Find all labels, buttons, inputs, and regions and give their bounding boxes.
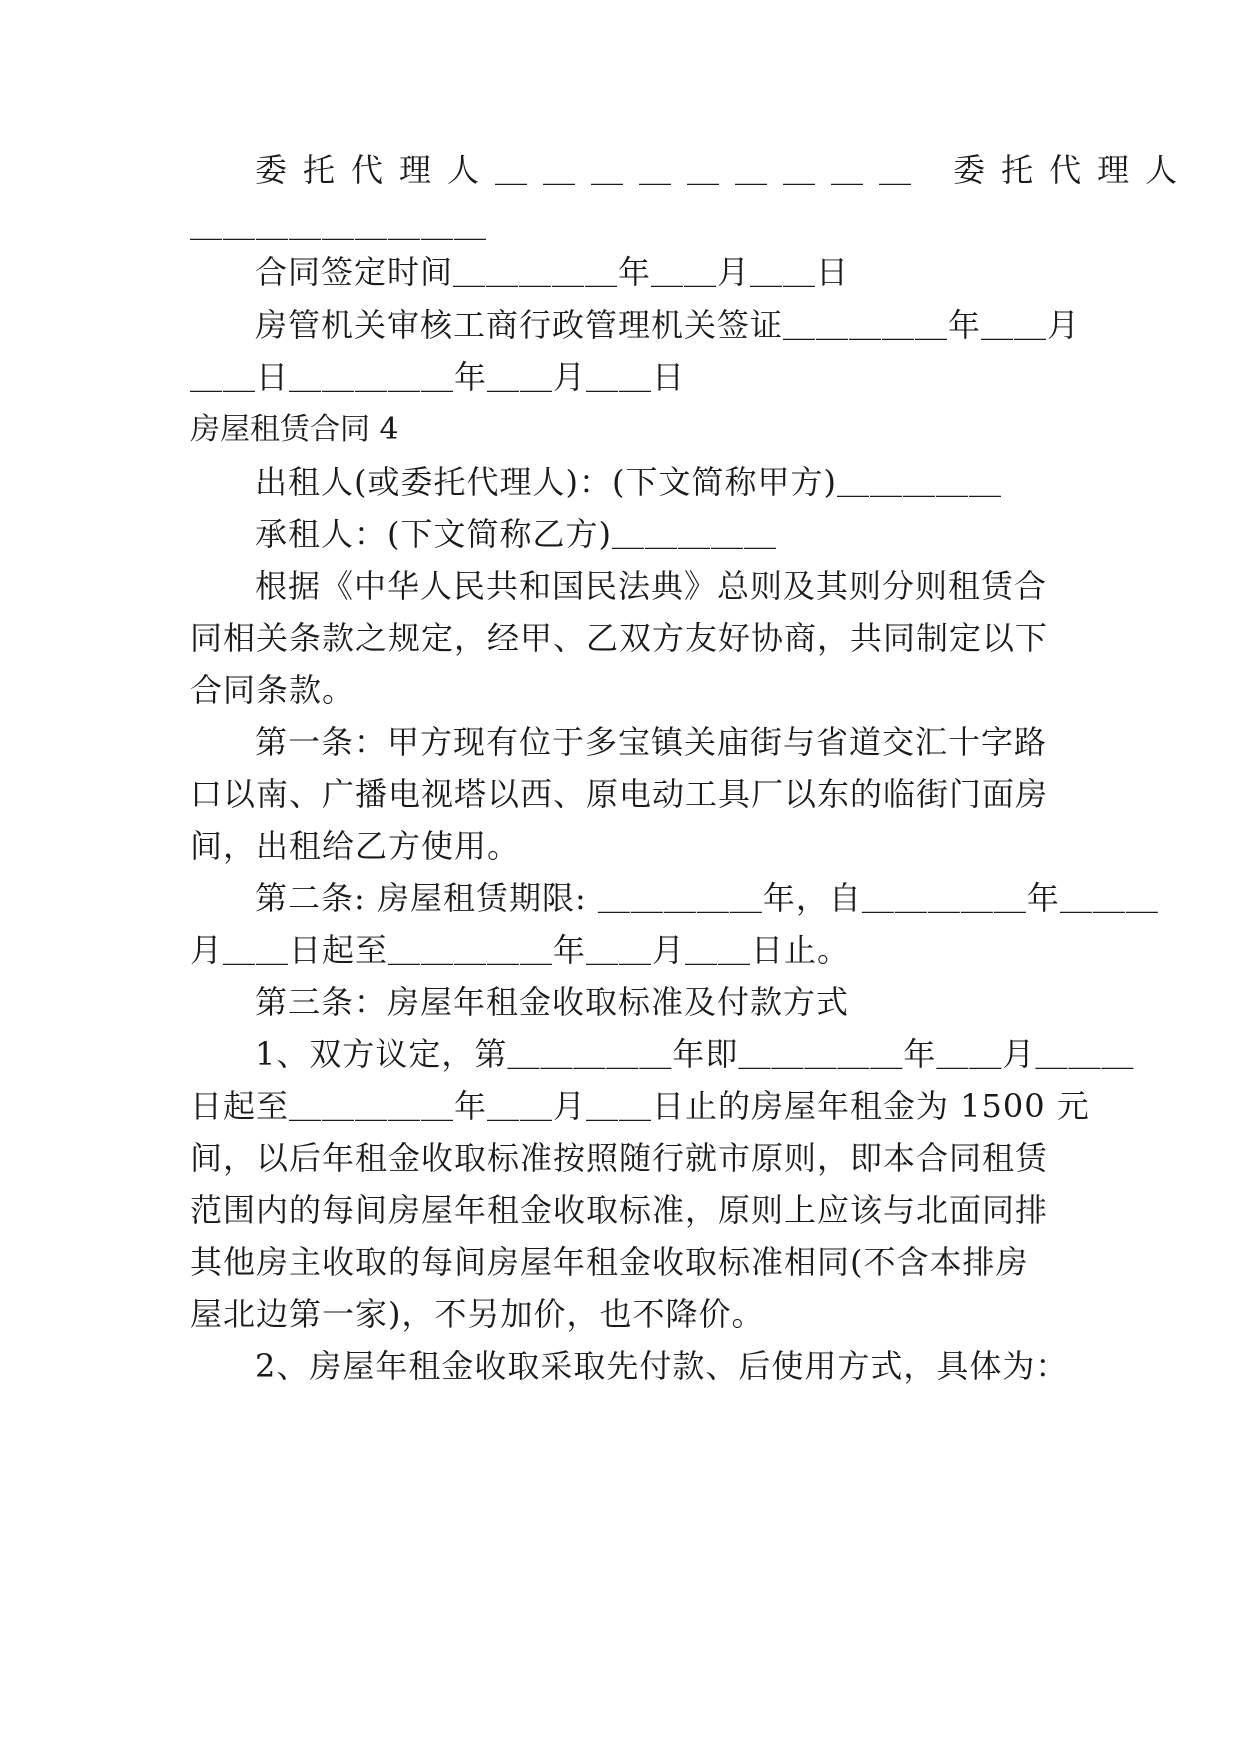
lessee-line: 承租人：(下文简称乙方)＿＿＿＿＿	[255, 515, 777, 553]
clause-1-line-1: 1、双方议定，第＿＿＿＿＿年即＿＿＿＿＿年＿＿月＿＿＿	[255, 1035, 1135, 1073]
approval-date-line: ＿＿日＿＿＿＿＿年＿＿月＿＿日	[190, 358, 686, 396]
article-2-line-2: 月＿＿日起至＿＿＿＿＿年＿＿月＿＿日止。	[190, 931, 851, 969]
signing-date-line: 合同签定时间＿＿＿＿＿年＿＿月＿＿日	[255, 253, 850, 291]
article-1-line-3: 间，出租给乙方使用。	[190, 827, 521, 865]
clause-1-line-3: 间，以后年租金收取标准按照随行就市原则，即本合同租赁	[190, 1139, 1049, 1177]
agent-signature-line: 委托代理人＿＿＿＿＿＿＿＿＿ 委托代理人	[255, 151, 1194, 189]
article-2-line-1: 第二条: 房屋租赁期限: ＿＿＿＿＿年，自＿＿＿＿＿年＿＿＿	[255, 879, 1159, 917]
agent-signature-blank: ＿＿＿＿＿＿＿＿＿	[190, 206, 488, 244]
clause-1-line-4: 范围内的每间房屋年租金收取标准，原则上应该与北面同排	[190, 1191, 1049, 1229]
preamble-line-1: 根据《中华人民共和国民法典》总则及其则分则租赁合	[255, 567, 1048, 605]
preamble-line-2: 同相关条款之规定，经甲、乙双方友好协商，共同制定以下	[190, 619, 1049, 657]
clause-1-line-6: 屋北边第一家)，不另加价，也不降价。	[190, 1295, 765, 1333]
article-3-heading: 第三条：房屋年租金收取标准及付款方式	[255, 983, 850, 1021]
lessor-line: 出租人(或委托代理人)：(下文简称甲方)＿＿＿＿＿	[255, 463, 1002, 501]
preamble-line-3: 合同条款。	[190, 671, 356, 709]
approval-line: 房管机关审核工商行政管理机关签证＿＿＿＿＿年＿＿月	[255, 306, 1081, 344]
clause-2-line-1: 2、房屋年租金收取采取先付款、后使用方式，具体为：	[255, 1347, 1069, 1385]
clause-1-line-2: 日起至＿＿＿＿＿年＿＿月＿＿日止的房屋年租金为 1500 元	[190, 1087, 1090, 1125]
contract-title: 房屋租赁合同 4	[190, 412, 399, 447]
clause-1-line-5: 其他房主收取的每间房屋年租金收取标准相同(不含本排房	[190, 1243, 1029, 1281]
article-1-line-1: 第一条：甲方现有位于多宝镇关庙街与省道交汇十字路	[255, 723, 1048, 761]
article-1-line-2: 口以南、广播电视塔以西、原电动工具厂以东的临街门面房	[190, 775, 1049, 813]
